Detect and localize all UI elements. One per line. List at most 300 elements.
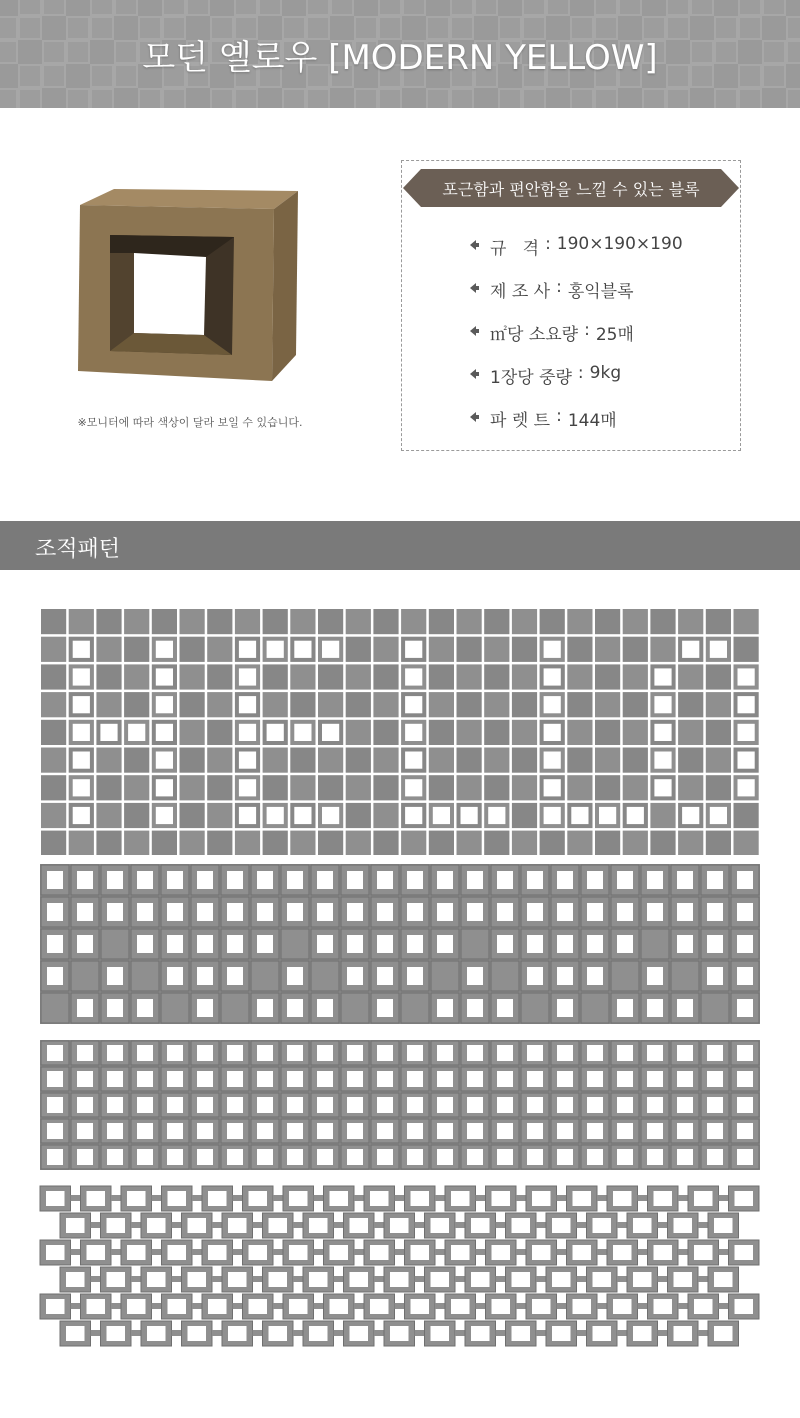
open-block: [81, 1186, 122, 1211]
open-block: [648, 1240, 689, 1265]
open-block: [491, 897, 519, 927]
open-block: [431, 929, 459, 959]
open-block: [567, 1240, 608, 1265]
solid-block: [623, 831, 648, 855]
solid-block: [96, 664, 121, 689]
header-tile: [90, 0, 114, 16]
solid-block: [457, 775, 482, 800]
open-block: [69, 775, 94, 800]
solid-block: [706, 692, 731, 717]
solid-block: [401, 609, 426, 634]
open-block: [69, 664, 94, 689]
solid-block: [678, 720, 703, 745]
solid-block: [207, 664, 232, 689]
open-block: [371, 1093, 399, 1117]
solid-block: [595, 692, 620, 717]
open-block: [526, 1240, 567, 1265]
spec-value: 144매: [567, 411, 617, 431]
open-block: [324, 1240, 365, 1265]
solid-block: [595, 637, 620, 662]
solid-block: [734, 609, 759, 634]
header-tile: [498, 88, 522, 108]
solid-block: [131, 961, 159, 991]
open-block: [341, 1093, 369, 1117]
open-block: [650, 748, 675, 773]
open-block: [41, 929, 69, 959]
open-block: [182, 1267, 223, 1292]
header-tile: [90, 88, 114, 108]
header-tile: [306, 0, 330, 16]
solid-block: [623, 664, 648, 689]
open-block: [40, 1294, 81, 1319]
open-block: [41, 1093, 69, 1117]
open-block: [581, 1119, 609, 1143]
solid-block: [457, 692, 482, 717]
open-block: [101, 1093, 129, 1117]
solid-block: [41, 664, 66, 689]
open-block: [540, 803, 565, 828]
header-tile: [42, 0, 66, 16]
solid-block: [124, 664, 149, 689]
open-block: [648, 1294, 689, 1319]
open-block: [141, 1213, 182, 1238]
open-block: [191, 1119, 219, 1143]
solid-block: [124, 748, 149, 773]
solid-block: [540, 609, 565, 634]
open-block: [701, 1067, 729, 1091]
solid-block: [124, 775, 149, 800]
open-block: [384, 1267, 425, 1292]
open-block: [161, 929, 189, 959]
solid-block: [512, 609, 537, 634]
open-block: [641, 993, 669, 1023]
solid-block: [512, 664, 537, 689]
open-block: [281, 1093, 309, 1117]
open-block: [425, 1321, 466, 1346]
open-block: [221, 1067, 249, 1091]
open-block: [191, 929, 219, 959]
open-block: [101, 1041, 129, 1065]
solid-block: [373, 803, 398, 828]
solid-block: [346, 609, 371, 634]
open-block: [521, 897, 549, 927]
open-block: [587, 1267, 628, 1292]
solid-block: [484, 748, 509, 773]
solid-block: [595, 720, 620, 745]
open-block: [191, 1145, 219, 1169]
solid-block: [373, 692, 398, 717]
solid-block: [180, 664, 205, 689]
header-tile: [666, 0, 690, 16]
open-block: [401, 1041, 429, 1065]
header-tile: [162, 0, 186, 16]
open-block: [641, 1067, 669, 1091]
spec-item-weight: [470, 363, 730, 406]
open-block: [371, 1067, 399, 1091]
open-block: [344, 1213, 385, 1238]
open-block: [731, 993, 759, 1023]
solid-block: [401, 993, 429, 1023]
open-block: [401, 865, 429, 895]
open-block: [131, 1119, 159, 1143]
solid-block: [180, 720, 205, 745]
open-block: [650, 692, 675, 717]
open-block: [152, 664, 177, 689]
open-block: [405, 1240, 446, 1265]
solid-block: [595, 831, 620, 855]
bullet-icon: [470, 240, 480, 250]
open-block: [706, 803, 731, 828]
open-block: [431, 1041, 459, 1065]
open-block: [283, 1294, 324, 1319]
solid-block: [180, 831, 205, 855]
header-tile: [114, 0, 138, 16]
open-block: [263, 1321, 304, 1346]
open-block: [701, 1041, 729, 1065]
open-block: [71, 1145, 99, 1169]
solid-block: [290, 664, 315, 689]
open-block: [311, 1145, 339, 1169]
open-block: [465, 1267, 506, 1292]
solid-block: [706, 831, 731, 855]
open-block: [41, 1067, 69, 1091]
open-block: [641, 865, 669, 895]
open-block: [161, 1093, 189, 1117]
open-block: [221, 929, 249, 959]
open-block: [551, 929, 579, 959]
open-block: [581, 1041, 609, 1065]
open-block: [182, 1213, 223, 1238]
open-block: [405, 1294, 446, 1319]
solid-block: [346, 637, 371, 662]
open-block: [734, 775, 759, 800]
open-block: [161, 1041, 189, 1065]
open-block: [341, 1119, 369, 1143]
solid-block: [41, 720, 66, 745]
open-block: [161, 865, 189, 895]
open-block: [401, 803, 426, 828]
open-block: [486, 1186, 527, 1211]
open-block: [648, 1186, 689, 1211]
open-block: [222, 1321, 263, 1346]
open-block: [131, 1145, 159, 1169]
open-block: [318, 637, 343, 662]
open-block: [461, 1145, 489, 1169]
solid-block: [346, 803, 371, 828]
open-block: [41, 897, 69, 927]
open-block: [607, 1294, 648, 1319]
open-block: [607, 1240, 648, 1265]
open-block: [611, 1119, 639, 1143]
solid-block: [318, 692, 343, 717]
pattern-hello: [0, 605, 800, 855]
open-block: [364, 1240, 405, 1265]
open-block: [611, 1145, 639, 1169]
open-block: [311, 865, 339, 895]
open-block: [567, 1294, 608, 1319]
header-tile: [762, 0, 786, 16]
solid-block: [346, 831, 371, 855]
solid-block: [540, 831, 565, 855]
open-block: [283, 1186, 324, 1211]
header-tile: [234, 88, 258, 108]
open-block: [671, 1093, 699, 1117]
open-block: [221, 897, 249, 927]
open-block: [162, 1294, 203, 1319]
spec-separator: :: [577, 363, 584, 383]
open-block: [611, 897, 639, 927]
open-block: [41, 1041, 69, 1065]
open-block: [41, 961, 69, 991]
open-block: [540, 664, 565, 689]
solid-block: [180, 609, 205, 634]
open-block: [551, 961, 579, 991]
header-tile: [738, 88, 762, 108]
solid-block: [457, 720, 482, 745]
open-block: [251, 1145, 279, 1169]
header-tile: [402, 0, 426, 16]
open-block: [491, 929, 519, 959]
open-block: [221, 865, 249, 895]
open-block: [671, 1041, 699, 1065]
solid-block: [457, 637, 482, 662]
open-block: [235, 748, 260, 773]
spec-item-quantity: [470, 320, 730, 363]
header-tile: [354, 88, 378, 108]
open-block: [341, 897, 369, 927]
solid-block: [595, 609, 620, 634]
solid-block: [235, 831, 260, 855]
open-block: [191, 897, 219, 927]
open-block: [401, 1093, 429, 1117]
open-block: [731, 929, 759, 959]
solid-block: [207, 831, 232, 855]
open-block: [311, 1119, 339, 1143]
open-block: [263, 803, 288, 828]
open-block: [371, 1041, 399, 1065]
open-block: [281, 865, 309, 895]
solid-block: [41, 748, 66, 773]
open-block: [731, 865, 759, 895]
solid-block: [706, 720, 731, 745]
solid-block: [318, 775, 343, 800]
open-block: [235, 637, 260, 662]
solid-block: [678, 664, 703, 689]
spec-label: 규 격: [490, 239, 540, 259]
header-tile: [378, 88, 402, 108]
solid-block: [429, 609, 454, 634]
open-block: [141, 1321, 182, 1346]
open-block: [587, 1321, 628, 1346]
open-block: [540, 720, 565, 745]
header-tile: [258, 0, 282, 16]
open-block: [701, 929, 729, 959]
header-tile: [186, 0, 210, 16]
open-block: [344, 1321, 385, 1346]
solid-block: [457, 664, 482, 689]
solid-block: [152, 609, 177, 634]
solid-block: [161, 993, 189, 1023]
open-block: [251, 1119, 279, 1143]
header-tile: [546, 0, 570, 16]
solid-block: [41, 803, 66, 828]
section-title: 조적패턴: [35, 537, 121, 562]
open-block: [303, 1213, 344, 1238]
open-block: [431, 1093, 459, 1117]
solid-block: [484, 609, 509, 634]
open-block: [401, 720, 426, 745]
open-block: [222, 1267, 263, 1292]
solid-block: [290, 692, 315, 717]
solid-block: [650, 609, 675, 634]
spec-separator: :: [556, 277, 562, 297]
open-block: [521, 1041, 549, 1065]
solid-block: [152, 831, 177, 855]
open-block: [318, 720, 343, 745]
solid-block: [706, 775, 731, 800]
open-block: [540, 748, 565, 773]
open-block: [546, 1213, 587, 1238]
solid-block: [281, 929, 309, 959]
open-block: [708, 1267, 739, 1292]
open-block: [69, 748, 94, 773]
open-block: [41, 1119, 69, 1143]
open-block: [281, 993, 309, 1023]
open-block: [364, 1294, 405, 1319]
solid-block: [124, 803, 149, 828]
header-tile: [210, 88, 234, 108]
solid-block: [251, 961, 279, 991]
open-block: [131, 1041, 159, 1065]
open-block: [431, 897, 459, 927]
solid-block: [41, 831, 66, 855]
solid-block: [373, 637, 398, 662]
bullet-icon: [470, 412, 480, 422]
open-block: [311, 929, 339, 959]
solid-block: [69, 609, 94, 634]
open-block: [491, 1119, 519, 1143]
open-block: [71, 865, 99, 895]
solid-block: [567, 748, 592, 773]
solid-block: [180, 775, 205, 800]
header-tile: [522, 0, 546, 16]
open-block: [101, 865, 129, 895]
open-block: [540, 692, 565, 717]
color-note: ※모니터에 따라 색상이 달라 보일 수 있습니다.: [77, 416, 303, 429]
solid-block: [346, 720, 371, 745]
solid-block: [341, 993, 369, 1023]
open-block: [161, 961, 189, 991]
solid-block: [734, 831, 759, 855]
open-block: [401, 1119, 429, 1143]
header-tile: [18, 88, 42, 108]
open-block: [251, 1093, 279, 1117]
solid-block: [346, 664, 371, 689]
open-block: [161, 1067, 189, 1091]
open-block: [161, 1145, 189, 1169]
open-block: [101, 897, 129, 927]
open-block: [623, 803, 648, 828]
solid-block: [96, 775, 121, 800]
open-block: [71, 1093, 99, 1117]
solid-block: [373, 831, 398, 855]
open-block: [734, 664, 759, 689]
open-block: [121, 1240, 162, 1265]
open-block: [401, 748, 426, 773]
open-block: [221, 1145, 249, 1169]
solid-block: [567, 664, 592, 689]
spec-value: 9kg: [589, 363, 622, 383]
open-block: [671, 1119, 699, 1143]
open-block: [688, 1294, 729, 1319]
open-block: [318, 803, 343, 828]
open-block: [341, 865, 369, 895]
open-block: [611, 1093, 639, 1117]
header-tile: [0, 88, 18, 108]
solid-block: [706, 748, 731, 773]
open-block: [131, 1093, 159, 1117]
open-block: [341, 1041, 369, 1065]
solid-block: [595, 664, 620, 689]
solid-block: [207, 692, 232, 717]
solid-block: [491, 961, 519, 991]
open-block: [60, 1267, 101, 1292]
product-block-image: [74, 185, 304, 385]
open-block: [371, 929, 399, 959]
spec-separator: :: [545, 234, 551, 254]
open-block: [161, 1119, 189, 1143]
open-block: [551, 993, 579, 1023]
open-block: [221, 1119, 249, 1143]
open-block: [152, 720, 177, 745]
solid-block: [623, 637, 648, 662]
open-block: [263, 637, 288, 662]
open-block: [281, 961, 309, 991]
open-block: [551, 897, 579, 927]
open-block: [641, 1145, 669, 1169]
open-block: [401, 775, 426, 800]
solid-block: [457, 748, 482, 773]
solid-block: [567, 720, 592, 745]
solid-block: [124, 831, 149, 855]
solid-block: [567, 637, 592, 662]
open-block: [461, 865, 489, 895]
open-block: [671, 993, 699, 1023]
open-block: [281, 1119, 309, 1143]
solid-block: [484, 831, 509, 855]
solid-block: [701, 993, 729, 1023]
open-block: [546, 1321, 587, 1346]
solid-block: [207, 637, 232, 662]
open-block: [431, 1145, 459, 1169]
solid-block: [124, 637, 149, 662]
open-block: [729, 1240, 760, 1265]
solid-block: [429, 775, 454, 800]
open-block: [521, 1119, 549, 1143]
open-block: [222, 1213, 263, 1238]
open-block: [678, 803, 703, 828]
open-block: [581, 1093, 609, 1117]
open-block: [461, 1067, 489, 1091]
open-block: [41, 865, 69, 895]
open-block: [445, 1294, 486, 1319]
open-block: [611, 929, 639, 959]
bullet-icon: [470, 283, 480, 293]
open-block: [371, 993, 399, 1023]
spec-label: ㎡당 소요량: [490, 325, 579, 345]
spec-value: 홍익블록: [567, 282, 634, 302]
solid-block: [290, 831, 315, 855]
